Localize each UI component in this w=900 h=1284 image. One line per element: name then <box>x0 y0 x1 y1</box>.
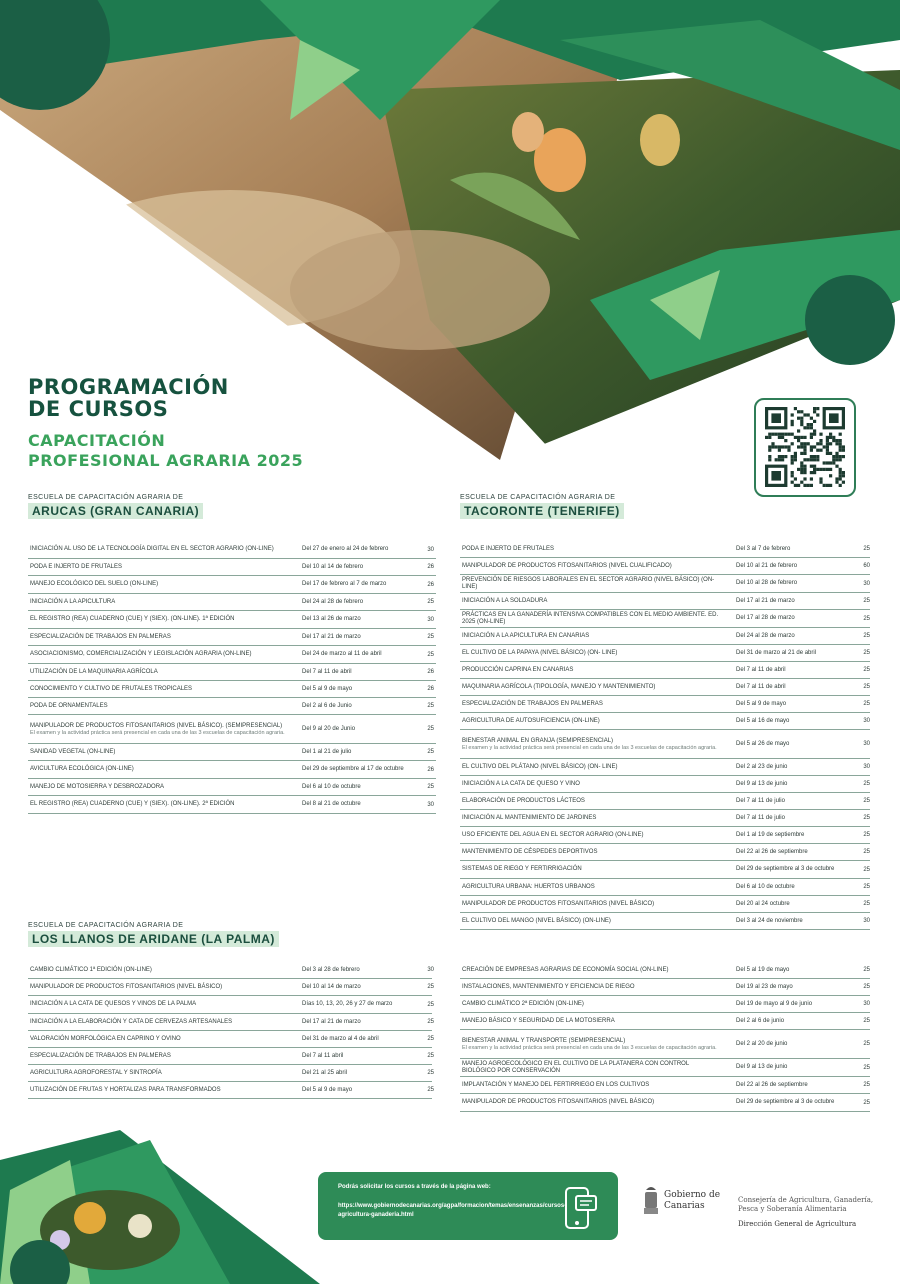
course-hours: 30 <box>863 718 870 724</box>
course-hours: 60 <box>863 563 870 569</box>
course-title: EL CULTIVO DEL PLÁTANO (NIVEL BÁSICO) (ON- LINE) <box>462 763 618 770</box>
course-row <box>28 744 436 761</box>
course-dates: Del 9 al 13 de junio <box>736 780 788 787</box>
course-hours: 25 <box>863 1041 870 1047</box>
course-name <box>460 781 724 788</box>
course-hours: 30 <box>427 616 434 623</box>
course-row <box>460 979 870 996</box>
course-title: BIENESTAR ANIMAL Y TRANSPORTE (SEMIPRESENCIAL) <box>462 1037 626 1044</box>
course-name <box>28 581 285 588</box>
course-dates: Del 7 al 11 de abril <box>302 668 352 675</box>
course-title: MAQUINARIA AGRÍCOLA (TIPOLOGÍA, MANEJO Y MANTENIMIENTO) <box>462 683 656 690</box>
course-dates: Días 10, 13, 20, 26 y 27 de marzo <box>302 1001 393 1007</box>
course-title: PRODUCCIÓN CAPRINA EN CANARIAS <box>462 666 574 673</box>
course-dates: Del 24 al 28 de marzo <box>736 632 795 639</box>
ministry-name: Consejería de Agricultura, Ganadería, Pesca y Soberanía Alimentaria <box>738 1196 874 1213</box>
course-title: BIENESTAR ANIMAL EN GRANJA (SEMIPRESENCIAL) <box>462 737 614 744</box>
course-title: MANIPULADOR DE PRODUCTOS FITOSANITARIOS (NIVEL CUALIFICADO) <box>462 562 672 569</box>
course-title: VALORACIÓN MORFOLÓGICA EN CAPRINO Y OVINO <box>30 1035 181 1042</box>
phone-icon <box>562 1186 598 1230</box>
course-row <box>28 681 436 698</box>
course-name <box>460 546 724 553</box>
course-name <box>28 669 285 676</box>
course-name <box>460 1038 724 1051</box>
course-name <box>28 967 285 974</box>
course-name <box>460 738 724 751</box>
course-hours: 25 <box>863 1082 870 1088</box>
course-title: INICIACIÓN AL USO DE LA TECNOLOGÍA DIGITAL EN EL SECTOR AGRARIO (ON-LINE) <box>30 546 274 552</box>
course-title: USO EFICIENTE DEL AGUA EN EL SECTOR AGRARIO (ON-LINE) <box>462 831 644 838</box>
course-hours: 25 <box>863 901 870 907</box>
course-dates: Del 17 al 21 de marzo <box>302 1018 361 1025</box>
footer-decoration <box>0 1130 320 1284</box>
course-title: PODA E INJERTO DE FRUTALES <box>462 545 555 552</box>
course-name <box>28 801 285 808</box>
course-dates: Del 29 de septiembre al 3 de octubre <box>736 866 835 872</box>
course-hours: 25 <box>863 781 870 787</box>
course-note: El examen y la actividad práctica será presencial en cada una de las 3 escuelas de capacitación agraria. <box>462 744 717 751</box>
course-title: SANIDAD VEGETAL (ON-LINE) <box>30 748 116 755</box>
course-dates: Del 19 de mayo al 9 de junio <box>736 1000 813 1007</box>
course-hours: 25 <box>427 599 434 605</box>
school-label: ESCUELA DE CAPACITACIÓN AGRARIA DE <box>28 922 184 929</box>
course-hours: 25 <box>863 598 870 604</box>
course-hours: 25 <box>863 1099 870 1106</box>
course-row <box>460 962 870 979</box>
course-dates: Del 22 al 26 de septiembre <box>736 1081 808 1088</box>
course-row <box>28 761 436 779</box>
course-table-llanos-right <box>460 962 870 1112</box>
course-name <box>460 598 724 605</box>
course-title: INICIACIÓN AL MANTENIMIENTO DE JARDINES <box>462 814 597 821</box>
course-row <box>460 913 870 930</box>
course-dates: Del 5 al 19 de mayo <box>736 966 790 973</box>
course-row <box>460 1013 870 1030</box>
coat-of-arms-icon <box>642 1184 660 1218</box>
course-name <box>28 634 285 641</box>
course-hours: 25 <box>863 546 870 552</box>
course-dates: Del 17 al 21 de marzo <box>736 597 795 604</box>
course-hours: 25 <box>863 633 870 639</box>
course-dates: Del 7 al 11 de abril <box>736 666 786 673</box>
course-row <box>460 662 870 679</box>
course-row <box>460 593 870 610</box>
course-dates: Del 10 al 14 de marzo <box>302 983 361 990</box>
ministry-block <box>738 1196 888 1229</box>
course-dates: Del 31 de marzo al 21 de abril <box>736 649 817 656</box>
course-hours: 30 <box>863 918 870 924</box>
school-header-tacoronte <box>460 494 624 520</box>
course-name <box>460 967 724 974</box>
course-name <box>460 563 724 570</box>
course-dates: Del 2 al 23 de junio <box>736 763 788 770</box>
course-row <box>28 1065 432 1082</box>
course-title: MANTENIMIENTO DE CÉSPEDES DEPORTIVOS <box>462 848 598 855</box>
course-row <box>28 796 436 814</box>
course-hours: 30 <box>427 967 434 973</box>
school-header-llanos <box>28 922 279 948</box>
course-name <box>460 577 724 591</box>
course-row <box>460 610 870 628</box>
course-title: CAMBIO CLIMÁTICO 1ª EDICIÓN (ON-LINE) <box>30 966 152 973</box>
course-dates: Del 3 al 24 de noviembre <box>736 917 803 924</box>
course-name <box>28 616 285 623</box>
course-title: ELABORACIÓN DE PRODUCTOS LÁCTEOS <box>462 797 585 804</box>
course-title: UTILIZACIÓN DE LA MAQUINARIA AGRÍCOLA <box>30 668 158 675</box>
qr-code-icon <box>765 407 845 487</box>
course-name <box>460 1001 724 1008</box>
course-title: AGRICULTURA URBANA: HUERTOS URBANOS <box>462 883 595 890</box>
footer-url-link[interactable]: https://www.gobiernodecanarias.org/agpa/formacion/temas/ensenanzas/cursos-agricultura-ganaderia.html <box>338 1203 567 1218</box>
course-row <box>28 541 436 559</box>
course-title: ESPECIALIZACIÓN DE TRABAJOS EN PALMERAS <box>462 700 603 707</box>
course-title: PODA DE ORNAMENTALES <box>30 702 108 709</box>
course-hours: 30 <box>427 801 434 808</box>
course-hours: 26 <box>427 564 434 570</box>
course-title: MANIPULADOR DE PRODUCTOS FITOSANITARIOS (NIVEL BÁSICO) <box>462 900 655 907</box>
course-name <box>460 798 724 805</box>
course-dates: Del 6 al 10 de octubre <box>736 883 795 890</box>
course-title: AGRICULTURA AGROFORESTAL Y SINTROPÍA <box>30 1069 162 1076</box>
course-title: MANEJO BÁSICO Y SEGURIDAD DE LA MOTOSIERRA <box>462 1017 615 1024</box>
course-name <box>28 723 285 736</box>
course-name <box>460 901 724 908</box>
course-row <box>460 1094 870 1112</box>
course-row <box>460 776 870 793</box>
course-name <box>460 1018 724 1025</box>
course-hours: 25 <box>863 984 870 990</box>
course-row <box>460 861 870 879</box>
course-name <box>460 832 724 839</box>
course-name <box>460 1082 724 1089</box>
course-hours: 25 <box>427 1053 434 1059</box>
course-name <box>460 815 724 822</box>
course-dates: Del 13 al 26 de marzo <box>302 616 361 622</box>
course-title: MANIPULADOR DE PRODUCTOS FITOSANITARIOS (NIVEL BÁSICO) <box>462 1099 655 1105</box>
course-hours: 25 <box>863 866 870 873</box>
course-name <box>460 1061 724 1075</box>
course-title: INICIACIÓN A LA ELABORACIÓN Y CATA DE CERVEZAS ARTESANALES <box>30 1018 233 1025</box>
course-row <box>460 1030 870 1059</box>
course-dates: Del 29 de septiembre al 17 de octubre <box>302 766 404 772</box>
course-dates: Del 17 de febrero al 7 de marzo <box>302 581 387 587</box>
course-name <box>28 546 285 553</box>
course-row <box>460 759 870 776</box>
gov-name: Gobierno de Canarias <box>664 1190 721 1211</box>
course-row <box>28 1014 432 1031</box>
course-hours: 26 <box>427 669 434 675</box>
course-hours: 30 <box>863 1001 870 1007</box>
course-dates: Del 17 al 21 de marzo <box>302 633 361 640</box>
course-dates: Del 20 al 24 octubre <box>736 900 790 907</box>
course-hours: 25 <box>427 1001 434 1008</box>
course-name <box>460 701 724 708</box>
course-dates: Del 27 de enero al 24 de febrero <box>302 546 389 552</box>
course-hours: 25 <box>863 615 870 622</box>
course-hours: 25 <box>863 1018 870 1024</box>
course-row <box>28 559 436 576</box>
course-row <box>28 698 436 715</box>
course-table-arucas <box>28 541 436 814</box>
course-row <box>460 628 870 645</box>
course-name <box>460 884 724 891</box>
course-title: MANEJO DE MOTOSIERRA Y DESBROZADORA <box>30 783 165 790</box>
course-row <box>28 594 436 611</box>
school-name: TACORONTE (TENERIFE) <box>460 503 624 519</box>
course-dates: Del 2 al 20 de junio <box>736 1040 788 1047</box>
course-title: INICIACIÓN A LA CATA DE QUESO Y VINO <box>462 780 580 787</box>
course-name <box>460 764 724 771</box>
directorate-name: Dirección General de Agricultura <box>738 1220 857 1228</box>
title-line-2: DE CURSOS <box>28 397 169 421</box>
course-title: PODA E INJERTO DE FRUTALES <box>30 563 123 570</box>
course-title: EL REGISTRO (REA) CUADERNO (CUE) Y (SIEX). (ON-LINE). 2ª EDICIÓN <box>30 801 235 807</box>
course-row <box>460 793 870 810</box>
course-hours: 25 <box>427 651 434 658</box>
course-hours: 30 <box>863 764 870 770</box>
course-name <box>460 667 724 674</box>
course-hours: 25 <box>863 667 870 673</box>
course-name <box>460 918 724 925</box>
course-hours: 25 <box>427 1036 434 1042</box>
course-dates: Del 29 de septiembre al 3 de octubre <box>736 1099 835 1105</box>
course-hours: 30 <box>427 546 434 553</box>
course-hours: 25 <box>427 784 434 790</box>
course-note: El examen y la actividad práctica será presencial en cada una de las 3 escuelas de capacitación agraria. <box>30 729 285 736</box>
course-title: EL REGISTRO (REA) CUADERNO (CUE) Y (SIEX). (ON-LINE). 1ª EDICIÓN <box>30 616 235 622</box>
course-hours: 25 <box>863 832 870 838</box>
course-hours: 25 <box>427 726 434 732</box>
course-hours: 26 <box>427 581 434 588</box>
course-title: CAMBIO CLIMÁTICO 2ª EDICIÓN (ON-LINE) <box>462 1000 584 1007</box>
course-dates: Del 10 al 14 de febrero <box>302 563 364 570</box>
course-name <box>460 866 724 873</box>
course-row <box>28 1082 432 1099</box>
course-title: MANIPULADOR DE PRODUCTOS FITOSANITARIOS (NIVEL BÁSICO) <box>30 983 223 990</box>
course-dates: Del 2 al 6 de Junio <box>302 702 352 709</box>
course-hours: 25 <box>427 634 434 640</box>
footer-request-text: Podrás solicitar los cursos a través de la página web: <box>338 1184 491 1190</box>
course-title: INICIACIÓN A LA APICULTURA <box>30 598 116 605</box>
footer-web-info <box>318 1172 618 1240</box>
course-hours: 25 <box>863 684 870 690</box>
course-hours: 25 <box>863 815 870 821</box>
course-dates: Del 19 al 23 de mayo <box>736 983 793 990</box>
course-hours: 25 <box>427 1019 434 1025</box>
course-dates: Del 3 al 7 de febrero <box>736 545 791 552</box>
course-dates: Del 3 al 28 de febrero <box>302 966 360 973</box>
course-name <box>460 684 724 691</box>
course-hours: 25 <box>863 884 870 890</box>
course-title: INICIACIÓN A LA CATA DE QUESOS Y VINOS DE LA PALMA <box>30 1001 197 1007</box>
page-title-block <box>28 376 303 471</box>
course-name <box>28 749 285 756</box>
course-row <box>460 645 870 662</box>
course-row <box>28 996 432 1014</box>
course-table-tacoronte <box>460 541 870 930</box>
course-row <box>28 611 436 629</box>
course-title: INICIACIÓN A LA APICULTURA EN CANARIAS <box>462 632 590 639</box>
course-dates: Del 21 al 25 abril <box>302 1069 348 1076</box>
course-title: SISTEMAS DE RIEGO Y FERTIRRIGACIÓN <box>462 866 582 872</box>
qr-code[interactable] <box>754 398 856 497</box>
course-name <box>460 650 724 657</box>
course-title: CONOCIMIENTO Y CULTIVO DE FRUTALES TROPICALES <box>30 685 193 692</box>
course-title: MANEJO AGROECOLÓGICO EN EL CULTIVO DE LA PLATANERA CON CONTROL BIOLÓGICO POR CONSERVACIÓN <box>462 1060 689 1074</box>
course-name <box>28 1036 285 1043</box>
course-dates: Del 5 al 9 de mayo <box>736 700 787 707</box>
course-row <box>460 827 870 844</box>
course-row <box>28 1031 432 1048</box>
course-row <box>460 558 870 575</box>
course-hours: 25 <box>427 984 434 990</box>
course-name <box>28 1070 285 1077</box>
course-hours: 25 <box>863 1064 870 1071</box>
course-title: UTILIZACIÓN DE FRUTAS Y HORTALIZAS PARA TRANSFORMADOS <box>30 1086 221 1093</box>
course-name <box>28 984 285 991</box>
course-name <box>28 599 285 606</box>
gobierno-logo <box>642 1184 721 1223</box>
course-dates: Del 2 al 6 de junio <box>736 1017 785 1024</box>
course-row <box>28 646 436 664</box>
course-row <box>460 810 870 827</box>
course-row <box>28 779 436 796</box>
course-note: El examen y la actividad práctica será presencial en cada una de las 3 escuelas de capacitación agraria. <box>462 1044 717 1051</box>
course-name <box>460 633 724 640</box>
course-dates: Del 10 al 21 de febrero <box>736 562 798 569</box>
course-name <box>28 1001 285 1008</box>
course-dates: Del 22 al 26 de septiembre <box>736 848 808 855</box>
course-row <box>460 679 870 696</box>
course-row <box>28 715 436 744</box>
course-row <box>460 879 870 896</box>
course-hours: 25 <box>863 798 870 804</box>
course-hours: 30 <box>863 741 870 747</box>
course-dates: Del 5 al 26 de mayo <box>736 740 790 747</box>
course-title: MANEJO ECOLÓGICO DEL SUELO (ON-LINE) <box>30 581 159 587</box>
course-row <box>460 896 870 913</box>
course-dates: Del 7 al 11 de julio <box>736 814 785 821</box>
course-title: AGRICULTURA DE AUTOSUFICIENCIA (ON-LINE) <box>462 717 600 724</box>
course-name <box>28 703 285 710</box>
course-name <box>28 1053 285 1060</box>
course-dates: Del 24 de marzo al 11 de abril <box>302 651 382 657</box>
course-row <box>28 664 436 681</box>
course-dates: Del 7 al 11 de abril <box>736 683 786 690</box>
course-name <box>460 718 724 725</box>
course-dates: Del 17 al 28 de marzo <box>736 615 795 621</box>
course-row <box>460 730 870 759</box>
school-name: LOS LLANOS DE ARIDANE (LA PALMA) <box>28 931 279 947</box>
course-title: CREACIÓN DE EMPRESAS AGRARIAS DE ECONOMÍA SOCIAL (ON-LINE) <box>462 966 669 973</box>
course-hours: 25 <box>427 1087 434 1093</box>
course-hours: 30 <box>863 580 870 587</box>
course-dates: Del 8 al 21 de octubre <box>302 801 361 807</box>
school-name: ARUCAS (GRAN CANARIA) <box>28 503 203 519</box>
subtitle-line-1: CAPACITACIÓN <box>28 431 166 450</box>
course-row <box>460 996 870 1013</box>
course-dates: Del 24 al 28 de febrero <box>302 598 364 605</box>
course-hours: 25 <box>863 650 870 656</box>
course-dates: Del 9 al 20 de Junio <box>302 725 356 732</box>
course-hours: 25 <box>427 749 434 755</box>
course-name <box>460 984 724 991</box>
course-name <box>460 849 724 856</box>
course-title: AVICULTURA ECOLÓGICA (ON-LINE) <box>30 766 134 772</box>
course-title: MANIPULADOR DE PRODUCTOS FITOSANITARIOS (NIVEL BÁSICO). (SEMIPRESENCIAL) <box>30 722 283 729</box>
course-row <box>460 575 870 593</box>
course-row <box>28 629 436 646</box>
course-name <box>28 686 285 693</box>
course-name <box>28 1019 285 1026</box>
course-name <box>460 612 724 626</box>
course-dates: Del 5 al 9 de mayo <box>302 685 353 692</box>
course-hours: 25 <box>863 701 870 707</box>
course-name <box>28 1087 285 1094</box>
course-name <box>28 784 285 791</box>
course-row <box>460 1077 870 1094</box>
course-table-llanos-left <box>28 962 432 1099</box>
course-hours: 26 <box>427 686 434 692</box>
course-dates: Del 5 al 9 de mayo <box>302 1086 353 1093</box>
course-row <box>28 979 432 996</box>
course-dates: Del 7 al 11 de julio <box>736 797 785 804</box>
school-label: ESCUELA DE CAPACITACIÓN AGRARIA DE <box>28 494 184 501</box>
course-title: PREVENCIÓN DE RIESGOS LABORALES EN EL SECTOR AGRARIO (NIVEL BÁSICO) (ON-LINE) <box>462 576 715 590</box>
course-row <box>460 1059 870 1077</box>
course-title: INICIACIÓN A LA SOLDADURA <box>462 597 548 604</box>
course-row <box>28 1048 432 1065</box>
school-header-arucas <box>28 494 203 520</box>
course-row <box>460 713 870 730</box>
course-name <box>460 1099 724 1106</box>
course-title: ESPECIALIZACIÓN DE TRABAJOS EN PALMERAS <box>30 1052 171 1059</box>
course-title: PRÁCTICAS EN LA GANADERÍA INTENSIVA COMPATIBLES CON EL MEDIO AMBIENTE. ED. 2025 (ON-LINE) <box>462 611 719 625</box>
school-label: ESCUELA DE CAPACITACIÓN AGRARIA DE <box>460 494 616 501</box>
course-title: INSTALACIONES, MANTENIMIENTO Y EFICIENCIA DE RIEGO <box>462 983 635 990</box>
course-dates: Del 1 al 19 de septiembre <box>736 831 805 838</box>
course-name <box>28 564 285 571</box>
course-title: ASOCIACIONISMO, COMERCIALIZACIÓN Y LEGISLACIÓN AGRARIA (ON-LINE) <box>30 651 252 657</box>
course-row <box>28 576 436 594</box>
course-dates: Del 7 al 11 abril <box>302 1052 344 1059</box>
course-dates: Del 10 al 28 de febrero <box>736 580 798 586</box>
course-title: EL CULTIVO DEL MANGO (NIVEL BÁSICO) (ON-LINE) <box>462 917 611 924</box>
course-dates: Del 5 al 16 de mayo <box>736 717 790 724</box>
course-name <box>28 766 285 773</box>
course-row <box>460 541 870 558</box>
title-line-1: PROGRAMACIÓN <box>28 375 229 399</box>
course-title: IMPLANTACIÓN Y MANEJO DEL FERTIRRIEGO EN LOS CULTIVOS <box>462 1081 650 1088</box>
course-title: ESPECIALIZACIÓN DE TRABAJOS EN PALMERAS <box>30 633 171 640</box>
course-dates: Del 6 al 10 de octubre <box>302 783 361 790</box>
course-hours: 26 <box>427 766 434 773</box>
course-row <box>28 962 432 979</box>
course-dates: Del 1 al 21 de julio <box>302 748 352 755</box>
course-hours: 25 <box>863 849 870 855</box>
course-title: EL CULTIVO DE LA PAPAYA (NIVEL BÁSICO) (ON- LINE) <box>462 649 618 656</box>
course-row <box>460 696 870 713</box>
course-hours: 25 <box>427 703 434 709</box>
course-name <box>28 651 285 658</box>
course-dates: Del 31 de marzo al 4 de abril <box>302 1035 379 1042</box>
course-row <box>460 844 870 861</box>
course-hours: 25 <box>427 1070 434 1076</box>
course-dates: Del 9 al 13 de junio <box>736 1064 788 1070</box>
course-hours: 25 <box>863 967 870 973</box>
subtitle-line-2: PROFESIONAL AGRARIA 2025 <box>28 451 304 470</box>
